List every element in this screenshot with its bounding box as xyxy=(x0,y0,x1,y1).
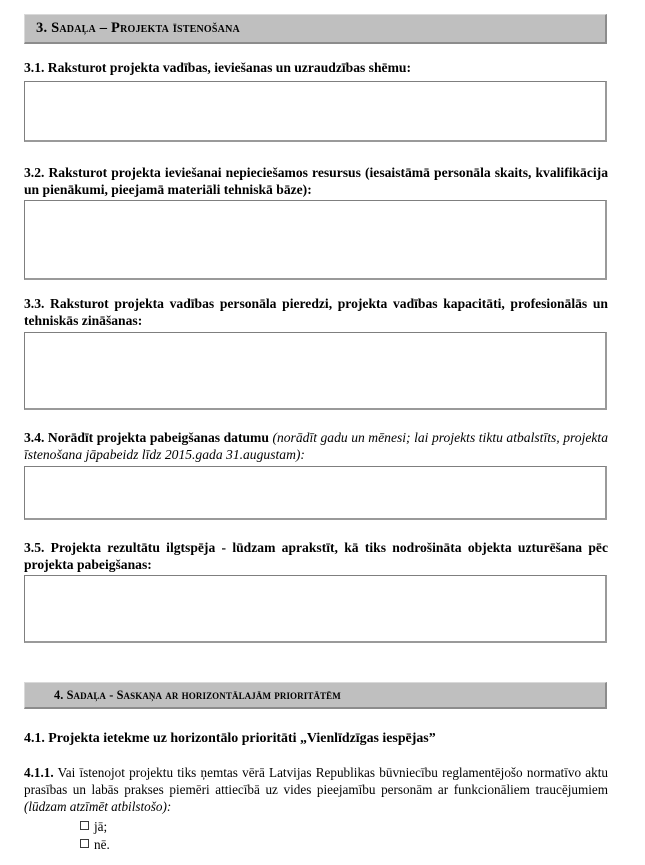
question-4-1-1-text: Vai īstenojot projektu tiks ņemtas vērā Latvijas Republikas būvniecību reglamentējošo normatīvo aktu prasības un labās prakses piemēri attiecībā uz vides pieejamību personām ar funkcionāliem traucējumiem xyxy=(24,765,608,797)
choice-no[interactable] xyxy=(80,836,110,854)
question-3-4-text: 3.4. Norādīt projekta pabeigšanas datumu xyxy=(24,430,273,445)
question-4-1-1-label xyxy=(24,765,608,815)
section-3-header-bar xyxy=(24,14,607,44)
checkbox-icon[interactable] xyxy=(80,821,89,830)
question-3-3-label xyxy=(24,296,608,329)
answer-box-3-3[interactable] xyxy=(24,332,607,410)
choice-no-label: nē. xyxy=(94,836,110,852)
choice-yes-label: jā; xyxy=(94,819,108,834)
question-3-2-text: 3.2. Raksturot projekta ieviešanai nepieciešamos resursus (iesaistāmā personāla skaits, kvalifikācija un pienākumi, pieejamā materiāli tehniskā bāze): xyxy=(24,165,608,197)
section-3-title: 3. Sadaļa – Projekta īstenošana xyxy=(36,20,240,36)
question-3-3-text: 3.3. Raksturot projekta vadības personāla pieredzi, projekta vadības kapacitāti, profesionālās un tehniskās zināšanas: xyxy=(24,296,608,328)
answer-choice-list xyxy=(80,818,110,853)
checkbox-icon[interactable] xyxy=(80,839,89,848)
answer-box-3-5[interactable] xyxy=(24,575,607,643)
question-3-1-label xyxy=(24,60,608,77)
question-4-1-label xyxy=(24,731,608,748)
answer-box-3-1[interactable] xyxy=(24,81,607,142)
question-3-5-label xyxy=(24,540,608,573)
section-4-header-bar xyxy=(24,682,607,709)
question-3-1-text: 3.1. Raksturot projekta vadības, ieviešanas un uzraudzības shēmu: xyxy=(24,60,411,75)
answer-box-3-2[interactable] xyxy=(24,200,607,280)
question-4-1-1-number: 4.1.1. xyxy=(24,765,54,780)
answer-box-3-4[interactable] xyxy=(24,466,607,520)
question-4-1-1-note: (lūdzam atzīmēt atbilstošo): xyxy=(24,798,172,814)
question-3-4-label xyxy=(24,430,608,463)
section-4-title: 4. Sadaļa - Saskaņa ar horizontālajām prioritātēm xyxy=(54,687,341,702)
choice-yes[interactable] xyxy=(80,818,110,836)
question-3-5-text: 3.5. Projekta rezultātu ilgtspēja - lūdzam aprakstīt, kā tiks nodrošināta objekta uzturēšana pēc projekta pabeigšanas: xyxy=(24,540,608,572)
question-4-1-text: 4.1. Projekta ietekme uz horizontālo prioritāti „Vienlīdzīgas iespējas” xyxy=(24,731,436,746)
question-3-2-label xyxy=(24,165,608,198)
question-3-4-note: (norādīt gadu un mēnesi; lai projekts tiktu atbalstīts, projekta īstenošana jāpabeidz līdz 2015.gada 31.augustam): xyxy=(24,430,608,462)
